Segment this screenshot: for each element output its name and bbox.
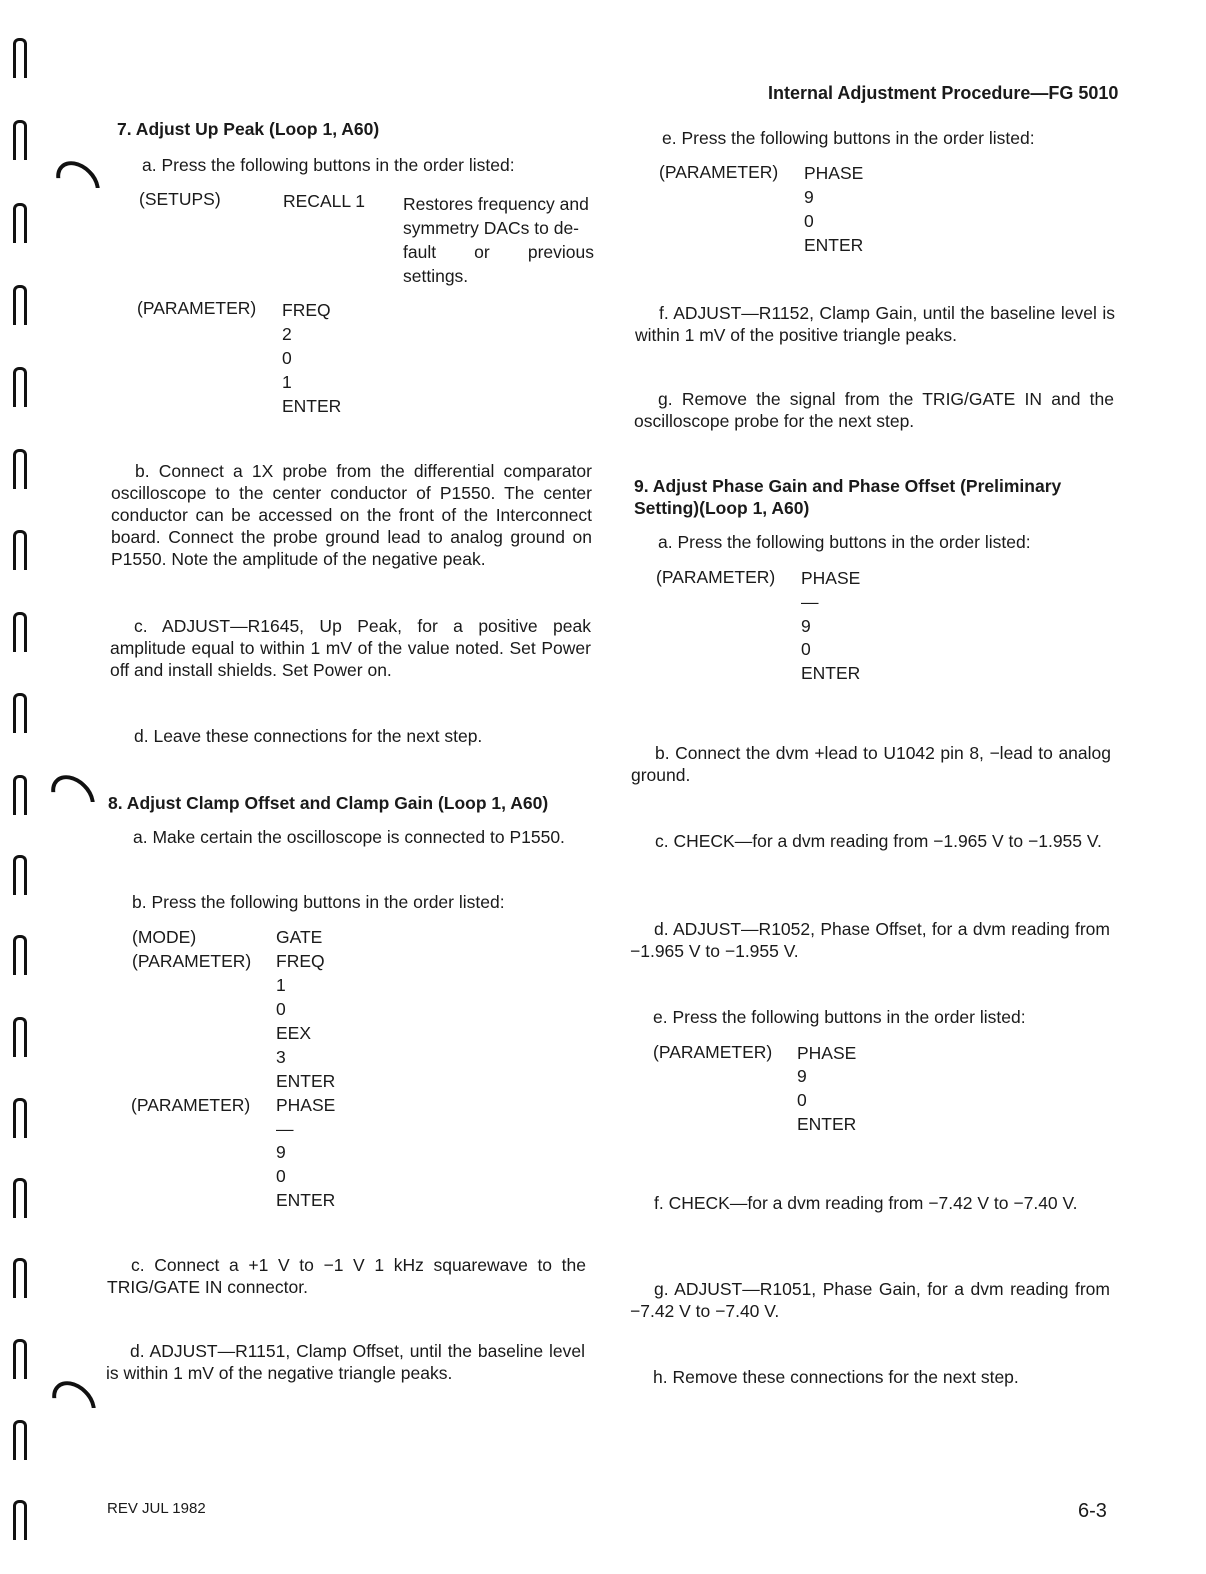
key: PHASE bbox=[804, 163, 864, 183]
step-7b: b. Connect a 1X probe from the differential comparator oscilloscope to the center conductor of P1550. The center conductor can be accessed on the front of the Interconnect board. Connect the probe ground lead to analog ground on P1550. Note the amplitude of the negative peak. bbox=[111, 461, 592, 569]
key: 1 bbox=[276, 975, 286, 995]
key: 9 bbox=[797, 1066, 807, 1086]
page-number: 6-3 bbox=[1078, 1500, 1107, 1522]
step-8e: e. Press the following buttons in the order listed: bbox=[662, 128, 1035, 148]
section-8-heading: 8. Adjust Clamp Offset and Clamp Gain (Loop 1, A60) bbox=[108, 793, 549, 813]
parameter-label: (PARAMETER) bbox=[656, 567, 776, 587]
key: — bbox=[276, 1119, 294, 1139]
step-9g: g. ADJUST—R1051, Phase Gain, for a dvm reading from −7.42 V to −7.40 V. bbox=[630, 1279, 1110, 1321]
step-8f: f. ADJUST—R1152, Clamp Gain, until the baseline level is within 1 mV of the positive triangle peaks. bbox=[635, 303, 1115, 345]
setups-label: (SETUPS) bbox=[139, 189, 221, 209]
parameter-label: (PARAMETER) bbox=[659, 162, 779, 182]
key: FREQ bbox=[282, 300, 331, 320]
key: ENTER bbox=[801, 663, 861, 683]
step-7d: d. Leave these connections for the next step. bbox=[134, 726, 483, 746]
step-9h: h. Remove these connections for the next step. bbox=[653, 1367, 1019, 1387]
key: 0 bbox=[282, 348, 292, 368]
key: 0 bbox=[801, 639, 811, 659]
step-9b: b. Connect the dvm +lead to U1042 pin 8, −lead to analog ground. bbox=[631, 743, 1111, 785]
key: 9 bbox=[804, 187, 814, 207]
step-9d: d. ADJUST—R1052, Phase Offset, for a dvm reading from −1.965 V to −1.955 V. bbox=[630, 919, 1110, 961]
step-9c: c. CHECK—for a dvm reading from −1.965 V to −1.955 V. bbox=[655, 831, 1102, 851]
key: PHASE bbox=[801, 568, 861, 588]
restore-note-line: settings. bbox=[403, 266, 469, 286]
key: ENTER bbox=[282, 396, 342, 416]
key: EEX bbox=[276, 1023, 312, 1043]
step-8a: a. Make certain the oscilloscope is connected to P1550. bbox=[133, 827, 565, 847]
key: 0 bbox=[276, 1166, 286, 1186]
key: 0 bbox=[804, 211, 814, 231]
parameter-label: (PARAMETER) bbox=[137, 298, 257, 318]
key: ENTER bbox=[804, 235, 864, 255]
page-header: Internal Adjustment Procedure—FG 5010 bbox=[768, 83, 1119, 103]
step-9e: e. Press the following buttons in the order listed: bbox=[653, 1007, 1026, 1027]
step-8g: g. Remove the signal from the TRIG/GATE IN and the oscilloscope probe for the next step. bbox=[634, 389, 1114, 431]
key: FREQ bbox=[276, 951, 325, 971]
restore-note-line: Restores frequency and bbox=[403, 194, 589, 214]
key: GATE bbox=[276, 927, 323, 947]
revision-date: REV JUL 1982 bbox=[107, 1500, 206, 1517]
key: 0 bbox=[797, 1090, 807, 1110]
key: ENTER bbox=[276, 1190, 336, 1210]
step-8c: c. Connect a +1 V to −1 V 1 kHz squarewave to the TRIG/GATE IN connector. bbox=[107, 1255, 586, 1297]
key: 9 bbox=[801, 616, 811, 636]
restore-note-line: fault or previous bbox=[403, 242, 594, 262]
key: ENTER bbox=[797, 1114, 857, 1134]
parameter-label: (PARAMETER) bbox=[132, 951, 252, 971]
recall-key: RECALL 1 bbox=[283, 191, 366, 211]
step-9a: a. Press the following buttons in the order listed: bbox=[658, 532, 1031, 552]
key: 1 bbox=[282, 372, 292, 392]
step-8d: d. ADJUST—R1151, Clamp Offset, until the baseline level is within 1 mV of the negative triangle peaks. bbox=[106, 1341, 585, 1383]
step-9f: f. CHECK—for a dvm reading from −7.42 V to −7.40 V. bbox=[654, 1193, 1078, 1213]
key: — bbox=[801, 592, 819, 612]
parameter-label: (PARAMETER) bbox=[653, 1042, 773, 1062]
restore-note-line: symmetry DACs to de- bbox=[403, 218, 579, 238]
key: 2 bbox=[282, 324, 292, 344]
key: 3 bbox=[276, 1047, 286, 1067]
key: ENTER bbox=[276, 1071, 336, 1091]
key: 0 bbox=[276, 999, 286, 1019]
section-7-heading: 7. Adjust Up Peak (Loop 1, A60) bbox=[117, 119, 380, 139]
key: PHASE bbox=[276, 1095, 336, 1115]
key: PHASE bbox=[797, 1043, 857, 1063]
step-7c: c. ADJUST—R1645, Up Peak, for a positive peak amplitude equal to within 1 mV of the value noted. Set Power off and install shields. Set Power on. bbox=[110, 616, 591, 680]
step-7a: a. Press the following buttons in the order listed: bbox=[142, 155, 515, 175]
key: 9 bbox=[276, 1142, 286, 1162]
step-8b: b. Press the following buttons in the order listed: bbox=[132, 892, 505, 912]
parameter-label: (PARAMETER) bbox=[131, 1095, 251, 1115]
mode-label: (MODE) bbox=[132, 927, 197, 947]
section-9-heading: 9. Adjust Phase Gain and Phase Offset (Preliminary Setting)(Loop 1, A60) bbox=[634, 476, 1062, 518]
